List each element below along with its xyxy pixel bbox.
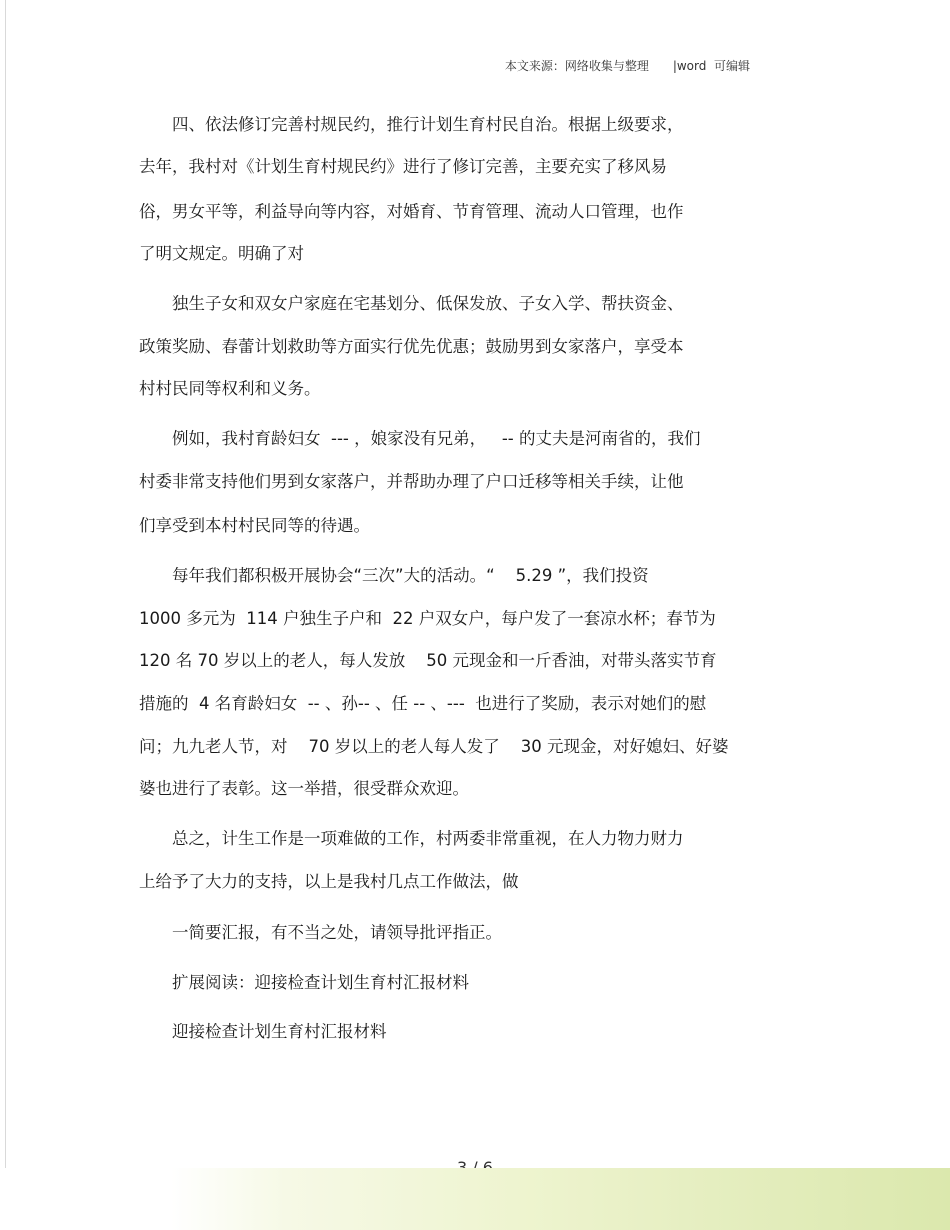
body-line: 们享受到本村村民同等的待遇。 [139,516,370,535]
body-line: 独生子女和双女户家庭在宅基划分、低保发放、子女入学、帮扶资金、 [139,294,684,313]
body-line: 村委非常支持他们男到女家落户，并帮助办理了户口迁移等相关手续，让他 [139,472,684,491]
body-line: 总之，计生工作是一项难做的工作，村两委非常重视，在人力物力财力 [139,829,684,848]
body-line: 婆也进行了表彰。这一举措，很受群众欢迎。 [139,779,469,798]
body-line: 四、依法修订完善村规民约，推行计划生育村民自治。根据上级要求， [139,115,684,134]
body-line: 120 名 70 岁以上的老人，每人发放 50 元现金和一斤香油，对带头落实节育 [139,651,717,670]
body-line: 每年我们都积极开展协会“三次”大的活动。“ 5.29 ”，我们投资 [139,566,649,585]
page-left-border [5,0,6,1230]
body-line: 村村民同等权利和义务。 [139,379,321,398]
header-source-note: 本文来源：网络收集与整理 |word 可编辑 [504,59,750,73]
body-line: 问；九九老人节，对 70 岁以上的老人每人发了 30 元现金，对好媳妇、好婆 [139,737,729,756]
body-line: 措施的 4 名育龄妇女 -- 、孙-- 、任 -- 、--- 也进行了奖励，表示对她们的慰 [139,694,707,713]
body-line: 俗，男女平等，利益导向等内容，对婚育、节育管理、流动人口管理，也作 [139,202,684,221]
body-line: 迎接检查计划生育村汇报材料 [139,1022,387,1041]
body-line: 政策奖励、春蕾计划救助等方面实行优先优惠；鼓励男到女家落户，享受本 [139,337,684,356]
body-line: 一简要汇报，有不当之处，请领导批评指正。 [139,923,502,942]
body-line: 上给予了大力的支持，以上是我村几点工作做法，做 [139,872,519,891]
body-line: 扩展阅读：迎接检查计划生育村汇报材料 [139,973,469,992]
footer-decorative-band [0,1168,950,1230]
body-line: 去年，我村对《计划生育村规民约》进行了修订完善，主要充实了移风易 [139,157,667,176]
body-line: 例如，我村育龄妇女 --- ，娘家没有兄弟， -- 的丈夫是河南省的，我们 [139,429,701,448]
body-line: 了明文规定。明确了对 [139,244,304,263]
body-line: 1000 多元为 114 户独生子户和 22 户双女户，每户发了一套凉水杯；春节为 [139,609,716,628]
